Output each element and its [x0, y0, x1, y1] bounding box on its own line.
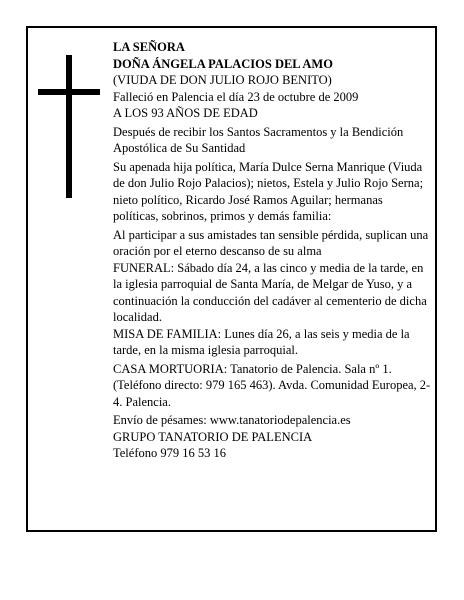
sacraments-text: Después de recibir los Santos Sacramentos y la Bendición Apostólica de Su Santidad	[113, 124, 404, 155]
deceased-name: DOÑA ÁNGELA PALACIOS DEL AMO	[113, 56, 333, 71]
death-date: Falleció en Palencia el día 23 de octubre de 2009	[113, 89, 359, 104]
funeral-group: GRUPO TANATORIO DE PALENCIA	[113, 429, 313, 444]
funeral-info: FUNERAL: Sábado día 24, a las cinco y media de la tarde, en la iglesia parroquial de Santa María, de Melgar de Yuso, y a continuación la conducción del cadáver al cementerio de dicha localidad.	[113, 260, 427, 324]
cross-vertical-bar	[66, 55, 72, 198]
age-at-death: A LOS 93 AÑOS DE EDAD	[113, 106, 258, 120]
widow-of: (VIUDA DE DON JULIO ROJO BENITO)	[113, 73, 332, 87]
group-phone: Teléfono 979 16 53 16	[113, 446, 226, 460]
family-text: Su apenada hija política, María Dulce Serna Manrique (Viuda de don Julio Rojo Palacios); nietos, Estela y Julio Rojo Serna; nieto político, Ricardo José Ramos Aguilar; hermanas políticas, sobrinos, primos y demás familia:	[113, 159, 424, 223]
cross-icon	[38, 55, 100, 198]
condolences-info: Envío de pésames: www.tanatoriodepalencia.es	[113, 413, 351, 427]
cross-horizontal-bar	[38, 89, 100, 95]
family-mass-info: MISA DE FAMILIA: Lunes día 26, a las seis y media de la tarde, en la misma iglesia parroquial.	[113, 326, 410, 357]
funeral-home-info: CASA MORTUORIA: Tanatorio de Palencia. Sala nº 1. (Teléfono directo: 979 165 463). Avda. Comunidad Europea, 2-4. Palencia.	[113, 361, 431, 409]
notice-text	[113, 39, 431, 462]
prayer-request: Al participar a sus amistades tan sensible pérdida, suplican una oración por el eterno descanso de su alma	[113, 227, 429, 258]
notice-title: LA SEÑORA	[113, 40, 185, 54]
